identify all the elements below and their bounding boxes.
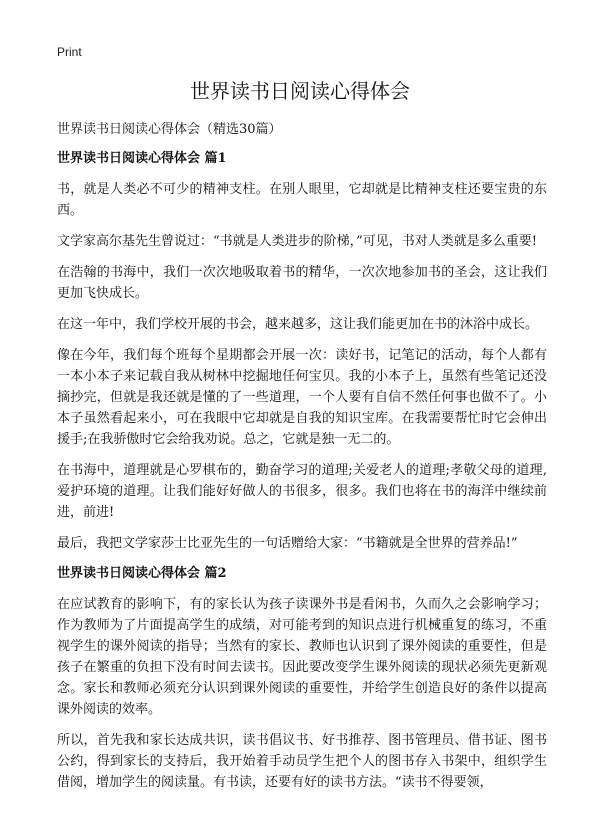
- paragraph: 在这一年中，我们学校开展的书会，越来越多，这让我们能更加在书的沐浴中成长。: [57, 317, 539, 332]
- paragraph: 在书海中，道理就是心罗棋布的，勤奋学习的道理;关爱老人的道理;孝敬父母的道理,爱护环境的道理。让我们能好好做人的书很多，很多。我们也将在书的海洋中继续前进，前进!: [57, 463, 547, 520]
- print-link[interactable]: Print: [57, 45, 82, 59]
- section-heading-2: 世界读书日阅读心得体会 篇2: [57, 566, 227, 581]
- paragraph: 文学家高尔基先生曾说过：“书就是人类进步的阶梯，”可见，书对人类就是多么重要!: [57, 234, 538, 249]
- paragraph: 在应试教育的影响下，有的家长认为孩子读课外书是看闲书，久而久之会影响学习；作为教师为了片面提高学生的成绩，对可能考到的知识点进行机械重复的练习，不重视学生的课外阅读的指导；当然有的家长、教师也认识到了课外阅读的重要性，但是孩子在繁重的负担下没有时间去读书。因此要改变学生课外阅读的现状必须先更新观念。家长和教师必须充分认识到课外阅读的重要性，并给学生创造良好的条件以提高课外阅读的效率。: [57, 597, 547, 717]
- document-title: 世界读书日阅读心得体会: [190, 79, 410, 103]
- paragraph: 在浩翰的书海中，我们一次次地吸取着书的精华，一次次地参加书的圣会，这让我们更加飞快成长。: [57, 265, 547, 301]
- paragraph: 像在今年，我们每个班每个星期都会开展一次：读好书，记笔记的活动，每个人都有一本小本子来记载自我从树林中挖掘地任何宝贝。我的小本子上，虽然有些笔记还没摘抄完，但就是我还就是懂的了一些道理，一个人要有自信不然任何事也做不了。小本子虽然看起来小，可在我眼中它却就是自我的知识宝库。在我需要帮忙时它会伸出援手;在我骄傲时它会给我劝说。总之，它就是独一无二的。: [57, 348, 547, 447]
- paragraph: 书，就是人类必不可少的精神支柱。在别人眼里，它却就是比精神支柱还要宝贵的东西。: [57, 182, 547, 218]
- document-subtitle: 世界读书日阅读心得体会（精选30篇）: [57, 122, 282, 137]
- section-heading-1: 世界读书日阅读心得体会 篇1: [57, 151, 227, 166]
- paragraph: 最后，我把文学家莎士比亚先生的一句话赠给大家：“书籍就是全世界的营养品!”: [57, 536, 518, 551]
- paragraph: 所以，首先我和家长达成共识，读书倡议书、好书推荐、图书管理员、借书证、图书公约，得到家长的支持后，我开始着手动员学生把个人的图书存入书架中，组织学生借阅，增加学生的阅读量。有书读，还要有好的读书方法。“读书不得要领，: [57, 733, 547, 790]
- document-body: [57, 146, 547, 803]
